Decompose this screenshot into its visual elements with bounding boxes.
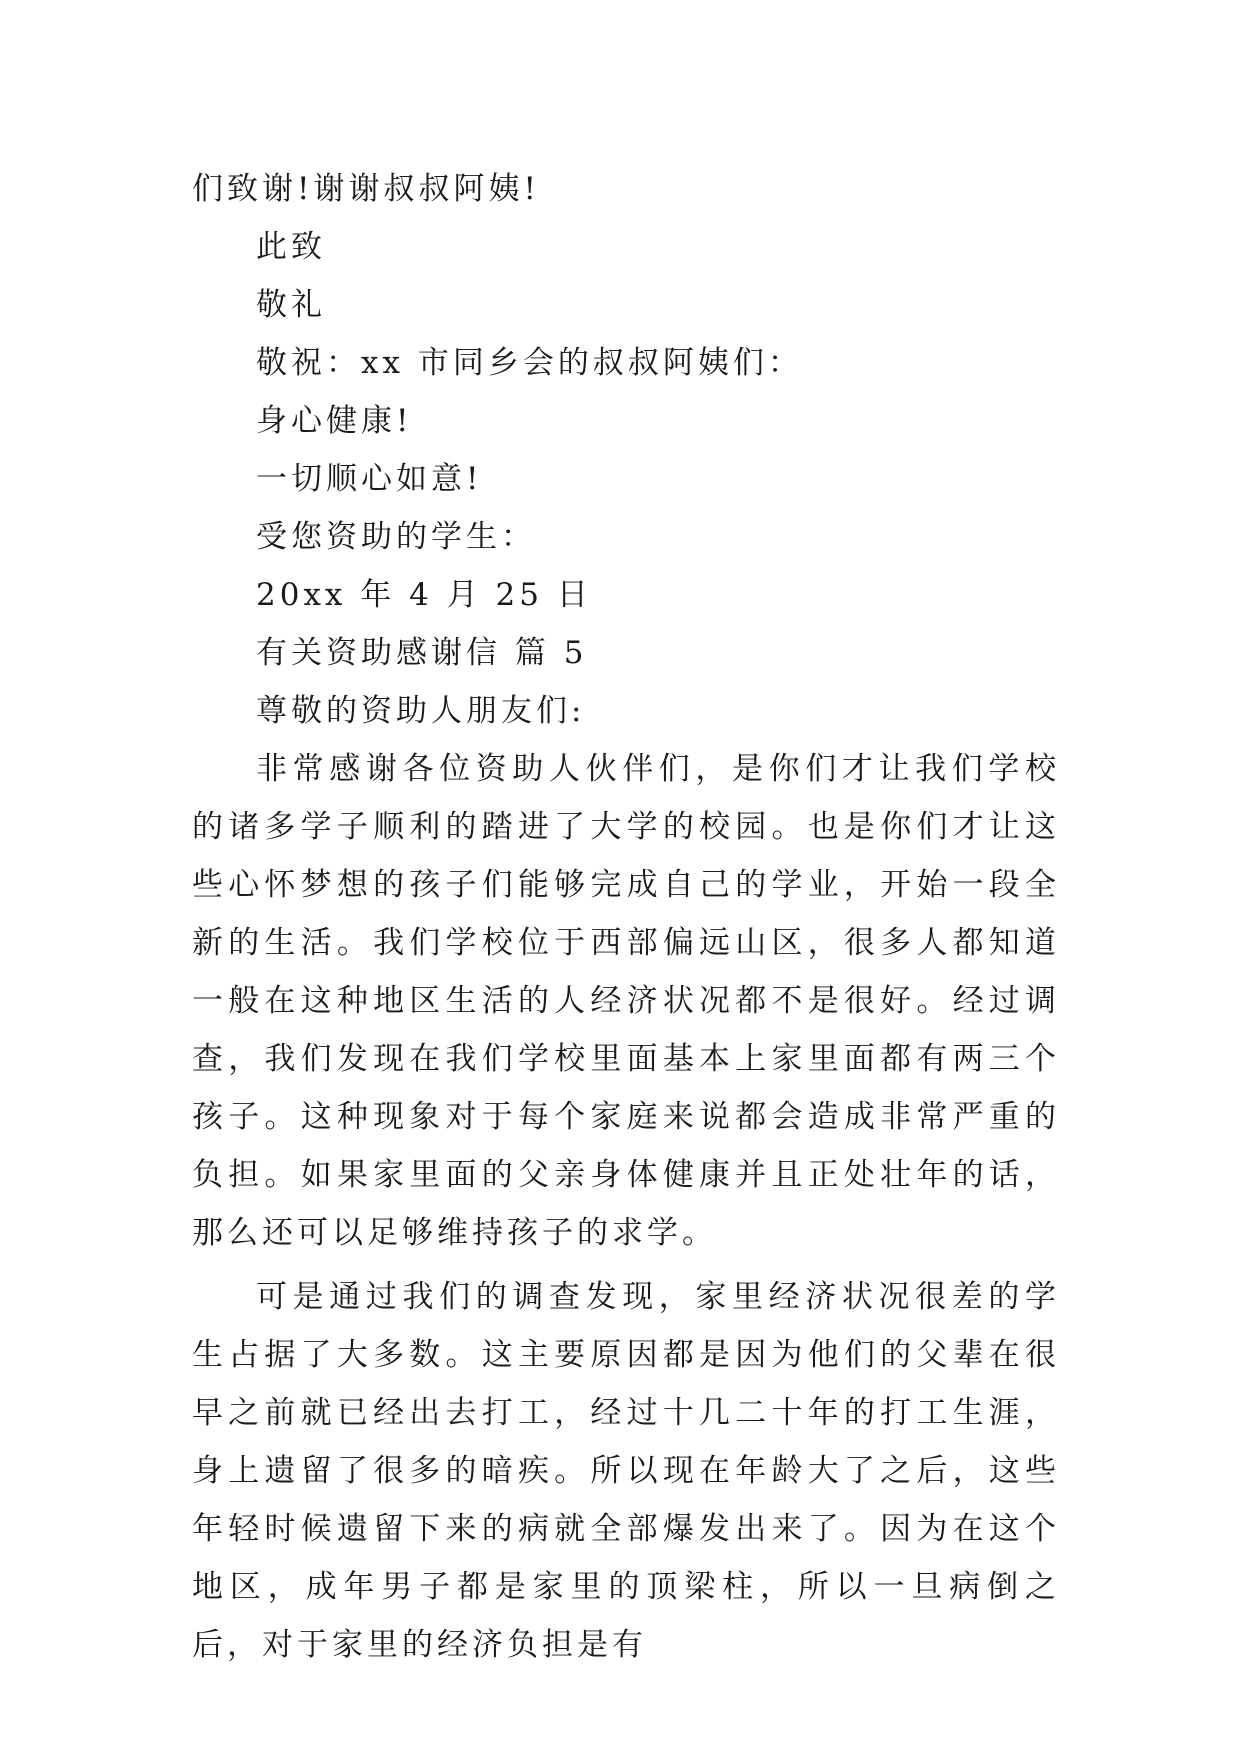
closing-line-regards: 敬礼 bbox=[256, 287, 326, 323]
section-heading: 有关资助感谢信 篇 5 bbox=[256, 635, 588, 671]
letter-greeting: 尊敬的资助人朋友们: bbox=[256, 693, 586, 729]
continuation-line: 们致谢!谢谢叔叔阿姨! bbox=[192, 171, 540, 207]
letter-body bbox=[192, 160, 1060, 1674]
body-paragraph: 非常感谢各位资助人伙伴们，是你们才让我们学校的诸多学子顺利的踏进了大学的校园。也是你们才让这些心怀梦想的孩子们能够完成自己的学业，开始一段全新的生活。我们学校位于西部偏远山区，很多人都知道一般在这种地区生活的人经济状况都不是很好。经过调查，我们发现在我们学校里面基本上家里面都有两三个孩子。这种现象对于每个家庭来说都会造成非常严重的负担。如果家里面的父亲身体健康并且正处壮年的话，那么还可以足够维持孩子的求学。 bbox=[192, 751, 1060, 1251]
closing-line-signature: 受您资助的学生： bbox=[256, 519, 536, 555]
body-paragraph: 可是通过我们的调查发现，家里经济状况很差的学生占据了大多数。这主要原因都是因为他们的父辈在很早之前就已经出去打工，经过十几二十年的打工生涯，身上遗留了很多的暗疾。所以现在年龄大了之后，这些年轻时候遗留下来的病就全部爆发出来了。因为在这个地区，成年男子都是家里的顶梁柱，所以一旦病倒之后，对于家里的经济负担是有 bbox=[192, 1279, 1060, 1663]
closing-line-date: 20xx 年 4 月 25 日 bbox=[256, 577, 592, 613]
closing-line-wishes-to: 敬祝：xx 市同乡会的叔叔阿姨们： bbox=[256, 345, 803, 381]
closing-line-health: 身心健康! bbox=[256, 403, 413, 439]
closing-line-salutation: 此致 bbox=[256, 229, 326, 265]
closing-line-wellbeing: 一切顺心如意! bbox=[256, 461, 483, 497]
